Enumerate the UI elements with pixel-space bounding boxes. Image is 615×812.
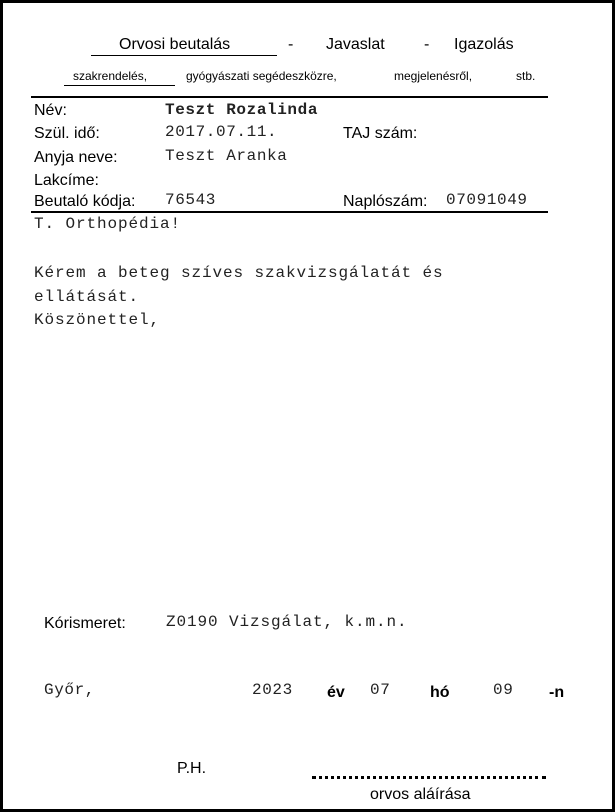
diagnosis-value: Z0190 Vizsgálat, k.m.n. [166, 613, 408, 631]
body-text-line: Kérem a beteg szíves szakvizsgálatát és [34, 264, 444, 282]
name-label: Név: [34, 102, 67, 119]
sub-option-szakrendeles: szakrendelés, [73, 69, 148, 83]
salutation: T. Orthopédia! [34, 215, 182, 233]
signature-line [312, 776, 546, 779]
mother-label: Anyja neve: [34, 149, 118, 166]
month-label: hó [430, 684, 450, 701]
stamp-placeholder: P.H. [177, 760, 207, 777]
date-day: 09 [493, 681, 514, 699]
sub-option-segedeszkoz: gyógyászati segédeszközre, [186, 69, 337, 83]
header-separator: - [288, 36, 294, 53]
log-number: 07091049 [446, 191, 528, 209]
sub-option-megjelenes: megjelenésről, [394, 69, 473, 83]
diagnosis-label: Kórismeret: [44, 615, 126, 632]
closing: Köszönettel, [34, 311, 161, 329]
year-label: év [327, 684, 345, 701]
body-text-line: ellátását. [34, 288, 140, 306]
referrer-code: 76543 [165, 191, 217, 209]
date-month: 07 [370, 681, 391, 699]
date-year: 2023 [252, 681, 293, 699]
address-label: Lakcíme: [34, 172, 99, 189]
log-number-label: Naplószám: [343, 193, 428, 210]
title-underline [91, 55, 277, 56]
date-place: Győr, [44, 681, 96, 699]
header-separator: - [424, 36, 430, 53]
patient-name: Teszt Rozalinda [165, 101, 319, 119]
sub-underline [64, 85, 175, 86]
sub-option-stb: stb. [516, 69, 536, 83]
day-suffix: -n [549, 684, 565, 701]
doc-title: Orvosi beutalás [119, 36, 231, 53]
header-option-igazolas: Igazolás [454, 36, 514, 53]
mother-name: Teszt Aranka [165, 147, 288, 165]
patient-block-rule [31, 211, 548, 213]
header-option-javaslat: Javaslat [326, 36, 385, 53]
birth-date: 2017.07.11. [165, 123, 278, 141]
referrer-code-label: Beutaló kódja: [34, 193, 136, 210]
birth-label: Szül. idő: [34, 125, 100, 142]
signature-label: orvos aláírása [370, 786, 471, 803]
top-rule [31, 96, 548, 98]
taj-label: TAJ szám: [343, 125, 418, 142]
